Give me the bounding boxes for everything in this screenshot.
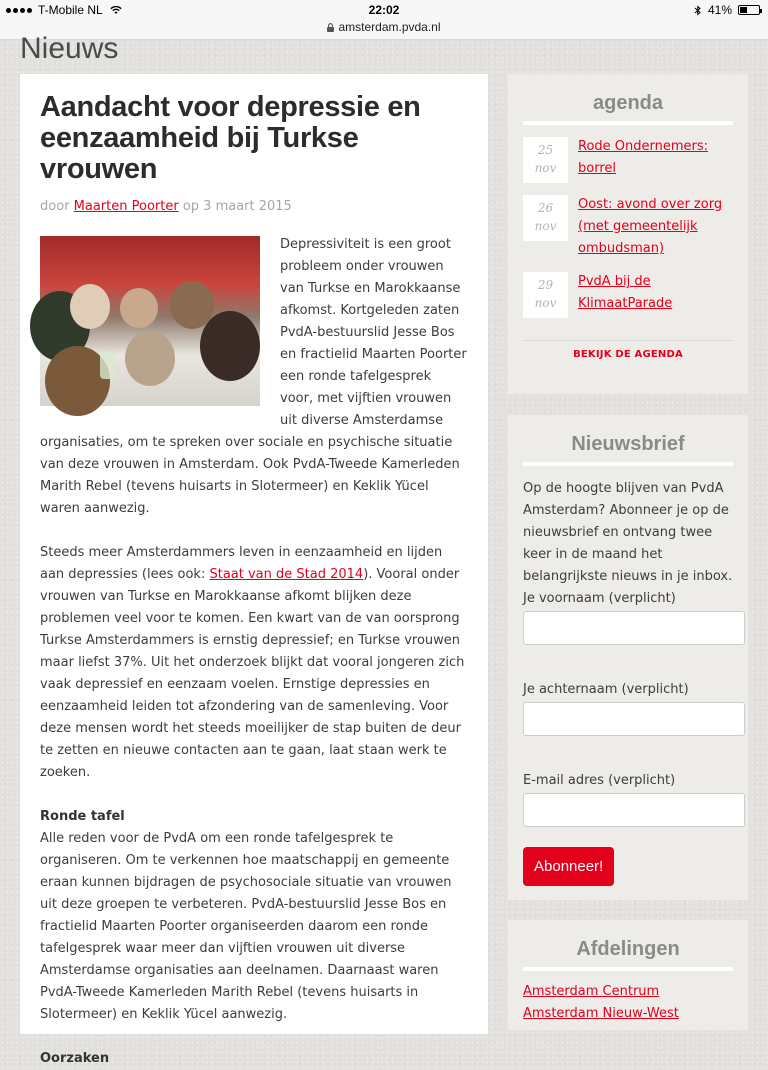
newsletter-widget bbox=[508, 415, 748, 900]
paragraph-1: Depressiviteit is een groot probleem onder vrouwen van Turkse en Marokkaanse afkomst. Kortgeleden zaten PvdA-bestuurslid Jesse Bos en fractielid Maarten Poorter een ronde tafelgesprek voor, met vijftien vrouwen uit diverse Amsterdamse organisaties, om te spreken over sociale en psychische situatie van deze vrouwen in Amsterdam. Ook PvdA-Tweede Kamerleden Marith Rebel (tevens huisarts in Slotermeer) en Keklik Yücel waren aanwezig. bbox=[40, 237, 467, 516]
page-heading: Nieuws bbox=[20, 32, 119, 65]
first-name-label: Je voornaam (verplicht) bbox=[523, 591, 676, 606]
event-day: 25 bbox=[537, 143, 554, 157]
newsletter-title: Nieuwsbrief bbox=[523, 415, 733, 466]
subheading-oorzaken: Oorzaken bbox=[40, 1051, 110, 1066]
department-link[interactable]: Amsterdam Nieuw-West bbox=[523, 1006, 679, 1021]
article-body bbox=[40, 234, 468, 1070]
byline bbox=[40, 199, 468, 214]
carrier-name: T-Mobile NL bbox=[38, 3, 103, 17]
view-agenda-link[interactable]: BEKIJK DE AGENDA bbox=[523, 340, 733, 360]
event-month: nov bbox=[534, 296, 557, 310]
event-date bbox=[523, 195, 568, 241]
event-month: nov bbox=[534, 161, 557, 175]
paragraph-3: Alle reden voor de PvdA om een ronde tafelgesprek te organiseren. Om te verkennen hoe maatschappij en gemeente eraan kunnen bijdragen de psychosociale situatie van vrouwen uit deze groepen te verbeteren. PvdA-bestuurslid Jesse Bos en fractielid Maarten Poorter organiseerden daarom een ronde tafelgesprek waar meer dan vijftien vrouwen uit diverse Amsterdamse organisaties aan deelnamen. Daarnaast waren PvdA-Tweede Kamerleden Marith Rebel (tevens huisarts in Slotermeer) en Keklik Yücel aanwezig. bbox=[40, 831, 452, 1022]
event-date bbox=[523, 272, 568, 318]
staat-van-de-stad-link[interactable]: Staat van de Stad 2014 bbox=[209, 567, 364, 582]
article-photo bbox=[40, 236, 260, 406]
event-month: nov bbox=[534, 219, 557, 233]
event-link[interactable]: PvdA bij de KlimaatParade bbox=[578, 274, 673, 311]
agenda-widget bbox=[508, 74, 748, 394]
bluetooth-icon bbox=[694, 5, 702, 16]
event-link[interactable]: Rode Ondernemers: borrel bbox=[578, 139, 709, 176]
agenda-event[interactable] bbox=[523, 137, 733, 183]
agenda-title: agenda bbox=[523, 74, 733, 125]
byline-prefix: door bbox=[40, 199, 70, 214]
event-day: 29 bbox=[537, 278, 554, 292]
departments-list bbox=[523, 981, 733, 1025]
agenda-event[interactable] bbox=[523, 195, 733, 260]
event-day: 26 bbox=[537, 201, 554, 215]
author-link[interactable]: Maarten Poorter bbox=[73, 199, 179, 214]
departments-widget bbox=[508, 920, 748, 1030]
event-link[interactable]: Oost: avond over zorg (met gemeentelijk ombudsman) bbox=[578, 197, 723, 256]
newsletter-intro: Op de hoogte blijven van PvdA Amsterdam? Abonneer je op de nieuwsbrief en ontvang twee keer in de maand het belangrijkste nieuws in je inbox. bbox=[523, 481, 733, 584]
clock: 22:02 bbox=[368, 3, 400, 17]
departments-title: Afdelingen bbox=[523, 920, 733, 971]
battery-level bbox=[740, 7, 747, 13]
system-status bbox=[694, 3, 760, 17]
news-article bbox=[20, 74, 488, 1066]
department-link[interactable]: Amsterdam Centrum bbox=[523, 984, 660, 999]
lock-icon bbox=[327, 23, 334, 32]
battery-icon bbox=[738, 5, 760, 15]
article-title: Aandacht voor depressie en eenzaamheid bij Turkse vrouwen bbox=[40, 91, 421, 185]
event-date bbox=[523, 137, 568, 183]
paragraph-2 bbox=[40, 542, 468, 784]
paragraph-2-start: Steeds meer Amsterdammers leven in eenzaamheid en lijden aan depressies (lees ook: bbox=[40, 545, 443, 582]
last-name-field[interactable] bbox=[523, 702, 745, 736]
paragraph-2-end: ). Vooral onder vrouwen van Turkse en Marokkaanse afkomt blijken deze problemen veel voor te komen. Een kwart van de van oorsprong Turkse Amsterdammers is ernstig depressief; en Turkse vrouwen maar liefst 37%. Uit het onderzoek blijkt dat vooral jongeren zich vaak depressief en eenzaam voelen. Ernstige depressies en eenzaamheid leiden tot afzondering van de samenleving. Voor deze mensen wordt het steeds moeilijker de stap buiten de deur te zetten en nieuwe contacten aan te gaan, laat staan werk te zoeken. bbox=[40, 567, 465, 780]
email-label: E-mail adres (verplicht) bbox=[523, 773, 676, 788]
url-text: amsterdam.pvda.nl bbox=[338, 20, 441, 34]
last-name-label: Je achternaam (verplicht) bbox=[523, 682, 689, 697]
email-field[interactable] bbox=[523, 793, 745, 827]
byline-date: op 3 maart 2015 bbox=[182, 199, 292, 214]
agenda-event[interactable] bbox=[523, 272, 733, 318]
first-name-field[interactable] bbox=[523, 611, 745, 645]
battery-percentage: 41% bbox=[707, 3, 732, 17]
subheading-ronde-tafel: Ronde tafel bbox=[40, 809, 125, 824]
subscribe-button[interactable]: Abonneer! bbox=[523, 847, 614, 886]
